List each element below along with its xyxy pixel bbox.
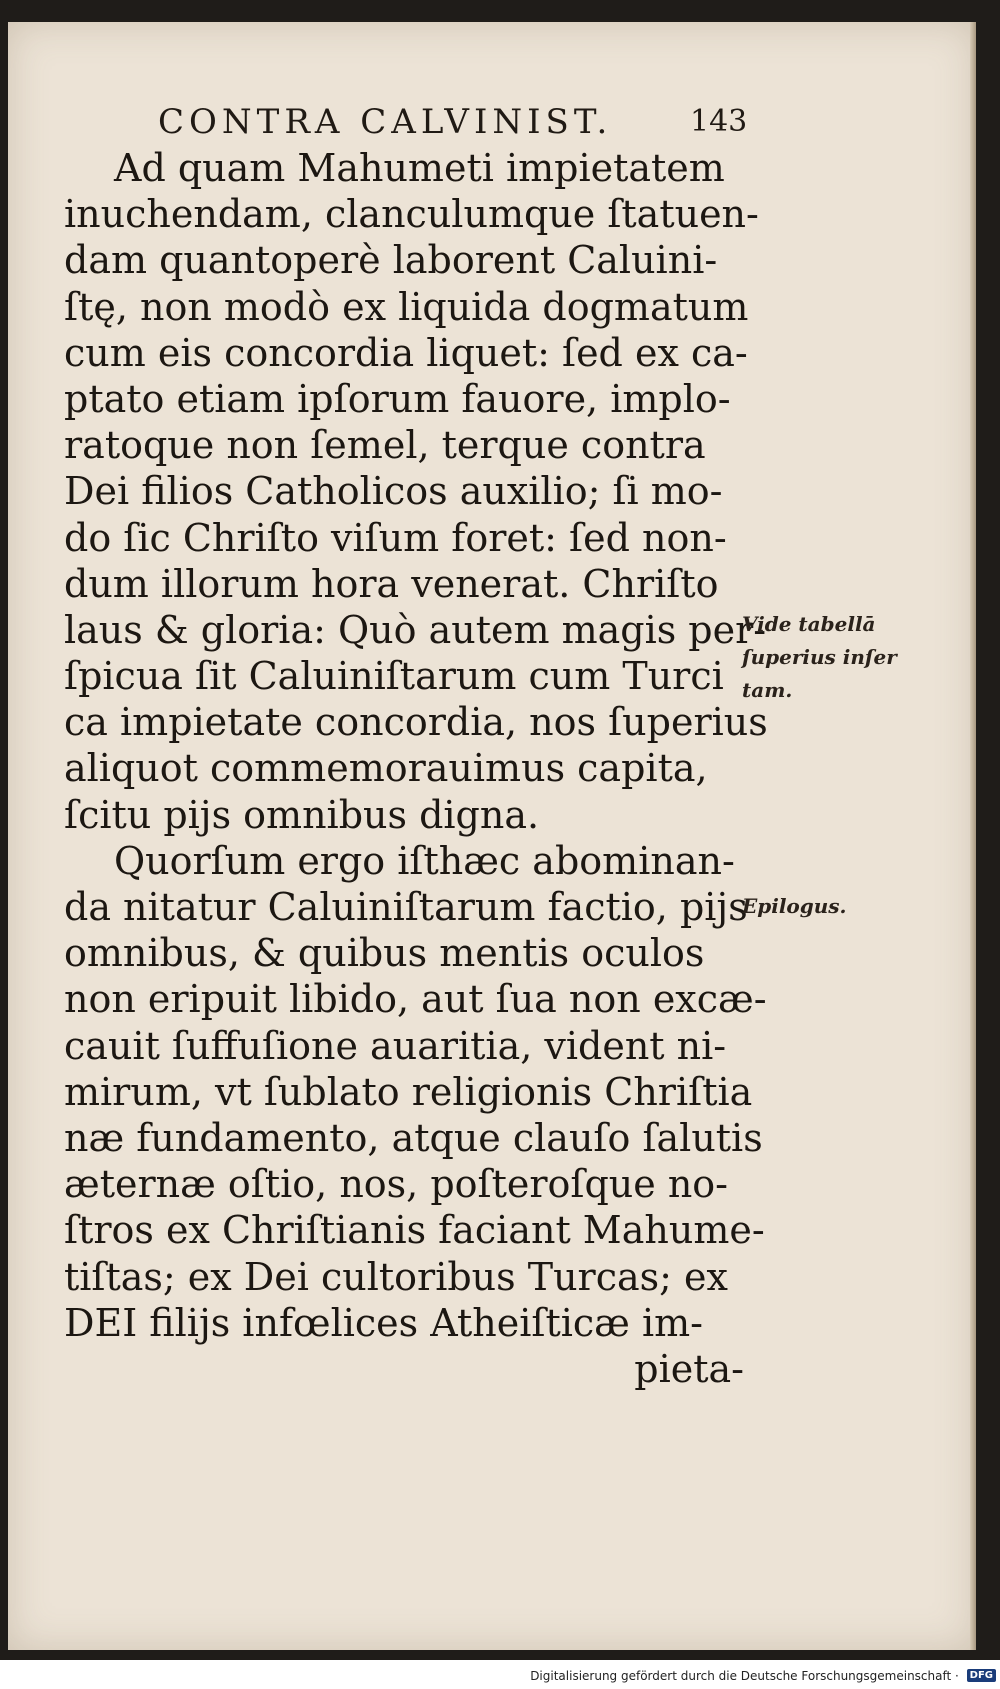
text-line: dum illorum hora venerat. Chriſto — [64, 561, 719, 606]
text-line: Quorſum ergo iſthæc abominan- — [114, 838, 735, 883]
text-line: ptato etiam ipſorum fauore, implo- — [64, 376, 731, 421]
text-line: dam quantoperè laborent Caluini- — [64, 238, 718, 283]
text-line: ſpicua ſit Caluiniſtarum cum Turci — [64, 654, 724, 699]
digitization-credit — [0, 1668, 996, 1686]
dfg-logo-icon: DFG — [967, 1669, 996, 1682]
text-line: ca impietate concordia, nos ſuperius — [64, 700, 768, 745]
text-line: ſtę, non modò ex liquida dogmatum — [64, 284, 749, 329]
text-line: inuchendam, clanculumque ſtatuen- — [64, 192, 759, 237]
text-line: laus & gloria: Quò autem magis per- — [64, 607, 767, 652]
text-line: næ fundamento, atque clauſo ſalutis — [64, 1115, 763, 1160]
page-number: 143 — [690, 104, 748, 139]
text-line: non eripuit libido, aut ſua non excæ- — [64, 977, 767, 1022]
text-line: mirum, vt ſublato religionis Chriſtia — [64, 1069, 753, 1114]
text-line: ratoque non ſemel, terque contra — [64, 423, 706, 468]
text-line: ſcitu pijs omnibus digna. — [64, 792, 540, 837]
text-line: DEI filijs infœlices Atheiſticæ im- — [64, 1300, 703, 1345]
text-line: Dei filios Catholicos auxilio; ſi mo- — [64, 469, 723, 514]
page-header — [150, 98, 750, 142]
marginal-note-line: tam. — [742, 678, 793, 702]
marginal-note-epilogus: Epilogus. — [742, 894, 847, 918]
running-head: CONTRA CALVINIST. — [158, 102, 613, 142]
text-line: do ſic Chriſto viſum foret: ſed non- — [64, 515, 727, 560]
text-line: cum eis concordia liquet: ſed ex ca- — [64, 330, 748, 375]
text-line: Ad quam Mahumeti impietatem — [114, 146, 725, 190]
marginal-note-vide-tabella — [742, 608, 902, 707]
text-line: æternæ oſtio, nos, poſteroſque no- — [64, 1162, 729, 1207]
text-line: da nitatur Caluiniſtarum factio, pijs — [64, 885, 748, 929]
marginal-note-line: ſuperius inſer — [742, 645, 897, 669]
page-edge — [970, 22, 976, 1650]
credit-text: Digitalisierung gefördert durch die Deutsche Forschungsgemeinschaft · — [530, 1668, 959, 1683]
text-line: aliquot commemorauimus capita, — [64, 746, 708, 791]
text-line: tiſtas; ex Dei cultoribus Turcas; ex — [64, 1254, 728, 1299]
marginal-note-line: Vide tabellā — [742, 612, 876, 636]
text-line: ſtros ex Chriſtianis faciant Mahume- — [64, 1208, 765, 1253]
text-line: omnibus, & quibus mentis oculos — [64, 931, 705, 976]
catchword: pieta- — [634, 1346, 744, 1391]
text-line: cauit ſuffuſione auaritia, vident ni- — [64, 1023, 727, 1068]
